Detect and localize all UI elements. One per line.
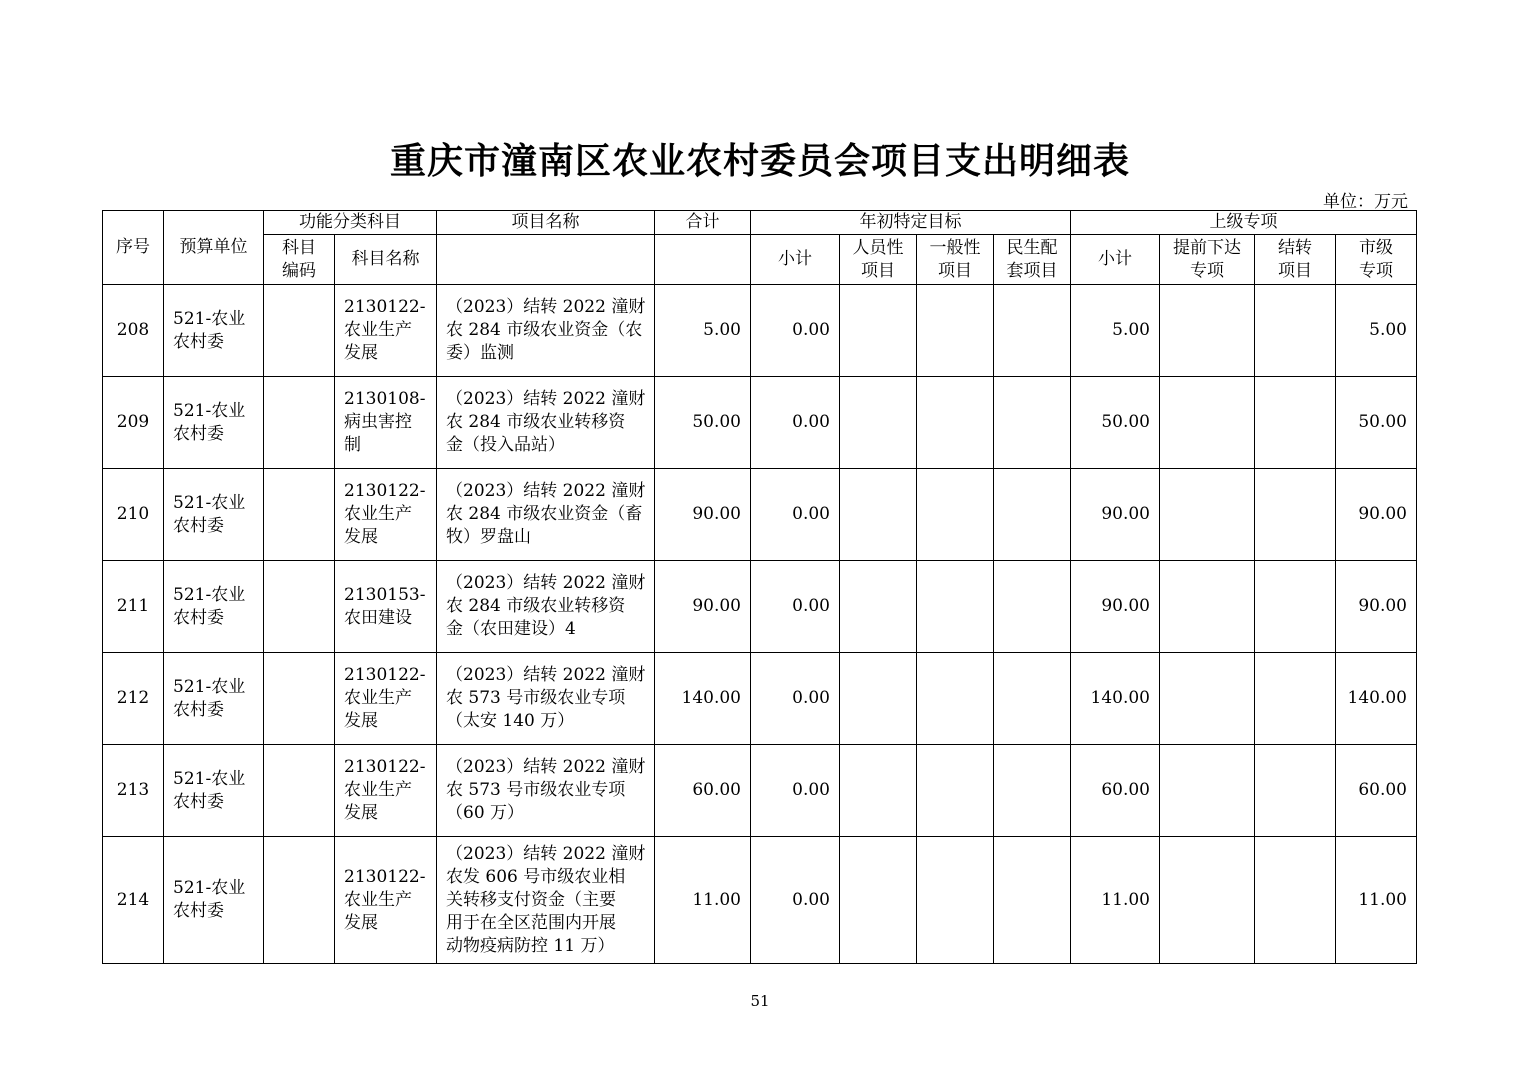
table-row xyxy=(103,837,1417,964)
header-general: 一般性 项目 xyxy=(917,235,994,285)
cell-personnel xyxy=(840,745,917,837)
cell-project-name: （2023）结转 2022 潼财 农 573 号市级农业专项 （60 万） xyxy=(437,745,655,837)
cell-subject-name: 2130122- 农业生产 发展 xyxy=(335,469,437,561)
cell-city: 90.00 xyxy=(1336,561,1417,653)
table-row xyxy=(103,377,1417,469)
cell-project-name: （2023）结转 2022 潼财 农发 606 号市级农业相 关转移支付资金（主要 用于在全区范围内开展 动物疫病防控 11 万） xyxy=(437,837,655,964)
cell-annual-subtotal: 0.00 xyxy=(751,653,840,745)
cell-seq: 212 xyxy=(103,653,164,745)
cell-general xyxy=(917,653,994,745)
cell-general xyxy=(917,745,994,837)
cell-general xyxy=(917,377,994,469)
cell-livelihood xyxy=(994,469,1071,561)
cell-superior-subtotal: 50.00 xyxy=(1071,377,1160,469)
cell-carryover xyxy=(1255,653,1336,745)
cell-city: 140.00 xyxy=(1336,653,1417,745)
cell-city: 60.00 xyxy=(1336,745,1417,837)
cell-advance xyxy=(1160,745,1255,837)
cell-budget-unit: 521-农业 农村委 xyxy=(164,469,264,561)
cell-annual-subtotal: 0.00 xyxy=(751,377,840,469)
cell-budget-unit: 521-农业 农村委 xyxy=(164,561,264,653)
cell-annual-subtotal: 0.00 xyxy=(751,745,840,837)
cell-subject-name: 2130122- 农业生产 发展 xyxy=(335,285,437,377)
cell-project-name: （2023）结转 2022 潼财 农 284 市级农业资金（农 委）监测 xyxy=(437,285,655,377)
cell-subject-name: 2130108- 病虫害控 制 xyxy=(335,377,437,469)
cell-personnel xyxy=(840,469,917,561)
cell-superior-subtotal: 60.00 xyxy=(1071,745,1160,837)
page-number: 51 xyxy=(750,992,770,1010)
cell-superior-subtotal: 140.00 xyxy=(1071,653,1160,745)
cell-total: 90.00 xyxy=(655,561,751,653)
cell-city: 11.00 xyxy=(1336,837,1417,964)
cell-carryover xyxy=(1255,377,1336,469)
cell-livelihood xyxy=(994,653,1071,745)
header-livelihood: 民生配 套项目 xyxy=(994,235,1071,285)
cell-carryover xyxy=(1255,745,1336,837)
cell-general xyxy=(917,837,994,964)
table-row xyxy=(103,745,1417,837)
cell-advance xyxy=(1160,561,1255,653)
cell-total: 60.00 xyxy=(655,745,751,837)
header-carryover: 结转 项目 xyxy=(1255,235,1336,285)
cell-subject-name: 2130122- 农业生产 发展 xyxy=(335,653,437,745)
cell-project-name: （2023）结转 2022 潼财 农 284 市级农业转移资 金（投入品站） xyxy=(437,377,655,469)
header-advance: 提前下达 专项 xyxy=(1160,235,1255,285)
table-row xyxy=(103,469,1417,561)
cell-personnel xyxy=(840,837,917,964)
cell-personnel xyxy=(840,377,917,469)
header-superior: 上级专项 xyxy=(1071,211,1417,235)
cell-city: 90.00 xyxy=(1336,469,1417,561)
cell-subject-code xyxy=(264,561,335,653)
cell-livelihood xyxy=(994,745,1071,837)
cell-budget-unit: 521-农业 农村委 xyxy=(164,745,264,837)
cell-annual-subtotal: 0.00 xyxy=(751,561,840,653)
header-annual-subtotal: 小计 xyxy=(751,235,840,285)
cell-total: 5.00 xyxy=(655,285,751,377)
cell-subject-code xyxy=(264,837,335,964)
cell-seq: 211 xyxy=(103,561,164,653)
cell-livelihood xyxy=(994,561,1071,653)
cell-livelihood xyxy=(994,285,1071,377)
header-project-name-blank xyxy=(437,235,655,285)
cell-personnel xyxy=(840,653,917,745)
cell-general xyxy=(917,285,994,377)
cell-budget-unit: 521-农业 农村委 xyxy=(164,285,264,377)
cell-annual-subtotal: 0.00 xyxy=(751,285,840,377)
cell-project-name: （2023）结转 2022 潼财 农 284 市级农业转移资 金（农田建设）4 xyxy=(437,561,655,653)
cell-total: 11.00 xyxy=(655,837,751,964)
cell-annual-subtotal: 0.00 xyxy=(751,837,840,964)
cell-general xyxy=(917,561,994,653)
cell-advance xyxy=(1160,285,1255,377)
cell-carryover xyxy=(1255,561,1336,653)
cell-superior-subtotal: 11.00 xyxy=(1071,837,1160,964)
cell-advance xyxy=(1160,469,1255,561)
header-superior-subtotal: 小计 xyxy=(1071,235,1160,285)
cell-seq: 210 xyxy=(103,469,164,561)
cell-seq: 214 xyxy=(103,837,164,964)
cell-carryover xyxy=(1255,469,1336,561)
cell-project-name: （2023）结转 2022 潼财 农 573 号市级农业专项 （太安 140 万） xyxy=(437,653,655,745)
header-seq: 序号 xyxy=(103,211,164,285)
header-project-name: 项目名称 xyxy=(437,211,655,235)
cell-carryover xyxy=(1255,837,1336,964)
cell-subject-name: 2130122- 农业生产 发展 xyxy=(335,837,437,964)
cell-seq: 209 xyxy=(103,377,164,469)
cell-superior-subtotal: 5.00 xyxy=(1071,285,1160,377)
header-total-blank xyxy=(655,235,751,285)
cell-subject-name: 2130122- 农业生产 发展 xyxy=(335,745,437,837)
cell-advance xyxy=(1160,837,1255,964)
cell-subject-code xyxy=(264,377,335,469)
header-annual-target: 年初特定目标 xyxy=(751,211,1071,235)
unit-label: 单位：万元 xyxy=(1323,192,1408,212)
header-total: 合计 xyxy=(655,211,751,235)
cell-budget-unit: 521-农业 农村委 xyxy=(164,377,264,469)
cell-superior-subtotal: 90.00 xyxy=(1071,469,1160,561)
cell-subject-name: 2130153- 农田建设 xyxy=(335,561,437,653)
header-city: 市级 专项 xyxy=(1336,235,1417,285)
cell-subject-code xyxy=(264,469,335,561)
table-row xyxy=(103,561,1417,653)
cell-livelihood xyxy=(994,837,1071,964)
cell-budget-unit: 521-农业 农村委 xyxy=(164,653,264,745)
cell-seq: 208 xyxy=(103,285,164,377)
cell-general xyxy=(917,469,994,561)
cell-city: 5.00 xyxy=(1336,285,1417,377)
cell-city: 50.00 xyxy=(1336,377,1417,469)
cell-total: 140.00 xyxy=(655,653,751,745)
header-subject-name: 科目名称 xyxy=(335,235,437,285)
cell-subject-code xyxy=(264,745,335,837)
header-budget-unit: 预算单位 xyxy=(164,211,264,285)
expenditure-table xyxy=(102,210,1417,964)
cell-seq: 213 xyxy=(103,745,164,837)
cell-advance xyxy=(1160,377,1255,469)
page-title: 重庆市潼南区农业农村委员会项目支出明细表 xyxy=(389,140,1130,182)
cell-personnel xyxy=(840,285,917,377)
cell-advance xyxy=(1160,653,1255,745)
cell-livelihood xyxy=(994,377,1071,469)
cell-subject-code xyxy=(264,653,335,745)
cell-budget-unit: 521-农业 农村委 xyxy=(164,837,264,964)
cell-carryover xyxy=(1255,285,1336,377)
cell-superior-subtotal: 90.00 xyxy=(1071,561,1160,653)
header-personnel: 人员性 项目 xyxy=(840,235,917,285)
cell-annual-subtotal: 0.00 xyxy=(751,469,840,561)
cell-total: 90.00 xyxy=(655,469,751,561)
cell-project-name: （2023）结转 2022 潼财 农 284 市级农业资金（畜 牧）罗盘山 xyxy=(437,469,655,561)
table-row xyxy=(103,285,1417,377)
cell-total: 50.00 xyxy=(655,377,751,469)
header-func-class: 功能分类科目 xyxy=(264,211,437,235)
table-row xyxy=(103,653,1417,745)
cell-personnel xyxy=(840,561,917,653)
header-subject-code: 科目 编码 xyxy=(264,235,335,285)
cell-subject-code xyxy=(264,285,335,377)
